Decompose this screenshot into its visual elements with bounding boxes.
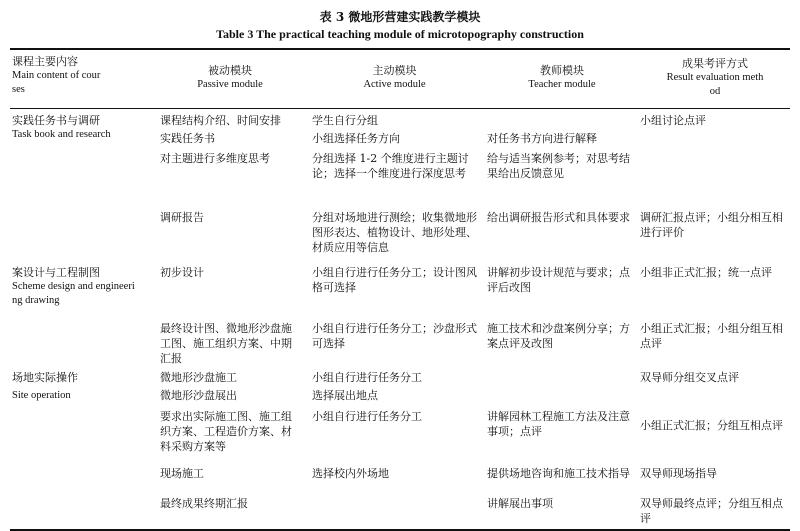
row-active: 小组自行进行任务分工 <box>312 371 422 384</box>
row-active: 学生自行分组 <box>312 114 378 127</box>
header-teacher-zh: 教师模块 <box>540 64 584 77</box>
row-evaluation: 调研汇报点评；小组分相互相进行评价 <box>640 211 783 239</box>
row-teacher: 对任务书方向进行解释 <box>487 132 597 145</box>
row-evaluation: 双导师最终点评；分组互相点评 <box>640 497 783 525</box>
row-passive: 现场施工 <box>160 467 204 480</box>
section-task-book <box>12 113 152 142</box>
row-evaluation: 小组讨论点评 <box>640 114 706 127</box>
section-scheme-design <box>12 265 152 308</box>
row-active: 小组自行进行任务分工；沙盘形式可选择 <box>312 322 477 350</box>
header-evaluation-en: Result evaluation method <box>666 72 764 97</box>
row-active: 小组选择任务方向 <box>312 132 400 145</box>
row-passive: 对主题进行多维度思考 <box>160 152 270 165</box>
row-teacher: 给出调研报告形式和具体要求 <box>487 211 630 224</box>
row-active: 选择展出地点 <box>312 389 378 402</box>
section-zh: 案设计与工程制图 <box>12 266 100 279</box>
row-active: 选择校内外场地 <box>312 467 389 480</box>
header-evaluation <box>640 56 790 99</box>
row-teacher: 施工技术和沙盘案例分享；方案点评及改图 <box>487 322 630 350</box>
header-teacher-en: Teacher module <box>528 79 596 90</box>
header-passive-en: Passive module <box>197 79 263 90</box>
row-passive: 最终成果终期汇报 <box>160 497 248 510</box>
section-en: Task book and research <box>12 129 111 140</box>
header-passive <box>160 63 300 92</box>
section-en: Site operation <box>12 390 71 401</box>
bottom-rule <box>10 529 790 531</box>
header-passive-zh: 被动模块 <box>208 64 252 77</box>
row-passive: 初步设计 <box>160 266 204 279</box>
table-title-english: Table 3 The practical teaching module of microtopography construction <box>216 27 584 41</box>
top-rule <box>10 48 790 50</box>
row-passive: 实践任务书 <box>160 132 215 145</box>
row-teacher: 讲解初步设计规范与要求；点评后改图 <box>487 266 630 294</box>
row-passive: 微地形沙盘展出 <box>160 389 237 402</box>
row-evaluation: 小组正式汇报；分组互相点评 <box>640 419 783 432</box>
section-en: Scheme design and engineering drawing <box>12 281 135 306</box>
section-zh: 实践任务书与调研 <box>12 114 100 127</box>
header-active <box>312 63 477 92</box>
row-passive: 课程结构介绍、时间安排 <box>160 114 281 127</box>
row-teacher: 讲解展出事项 <box>487 497 553 510</box>
header-rule <box>10 108 790 109</box>
row-passive: 调研报告 <box>160 211 204 224</box>
row-active: 小组自行进行任务分工 <box>312 410 422 423</box>
section-site-operation <box>12 370 152 403</box>
row-passive: 最终设计图、微地形沙盘施工图、施工组织方案、中期汇报 <box>160 322 292 365</box>
row-teacher: 给与适当案例参考；对思考结果给出反馈意见 <box>487 152 630 180</box>
row-passive: 要求出实际施工图、施工组织方案、工程造价方案、材料采购方案等 <box>160 410 292 453</box>
row-active: 小组自行进行任务分工；设计图风格可选择 <box>312 266 477 294</box>
row-teacher: 讲解园林工程施工方法及注意事项；点评 <box>487 410 630 438</box>
row-evaluation: 双导师现场指导 <box>640 467 717 480</box>
header-active-zh: 主动模块 <box>372 64 417 77</box>
header-content <box>12 54 152 97</box>
row-passive: 微地形沙盘施工 <box>160 371 237 384</box>
section-zh: 场地实际操作 <box>12 371 78 384</box>
row-active: 分组选择 1-2 个维度进行主题讨论；选择一个维度进行深度思考 <box>312 152 469 180</box>
row-active: 分组对场地进行测绘；收集微地形图形表达、植物设计、地形处理、材质应用等信息 <box>312 211 477 254</box>
row-evaluation: 双导师分组交叉点评 <box>640 371 739 384</box>
header-teacher <box>487 63 637 92</box>
row-evaluation: 小组非正式汇报；统一点评 <box>640 266 772 279</box>
row-evaluation: 小组正式汇报；小组分组互相点评 <box>640 322 783 350</box>
table-title-chinese: 表 3 微地形营建实践教学模块 <box>319 10 481 24</box>
header-evaluation-zh: 成果考评方式 <box>682 57 748 70</box>
row-teacher: 提供场地咨询和施工技术指导 <box>487 467 630 480</box>
header-content-en: Main content of courses <box>12 70 101 95</box>
header-content-zh: 课程主要内容 <box>12 55 78 68</box>
header-active-en: Active module <box>363 79 426 90</box>
